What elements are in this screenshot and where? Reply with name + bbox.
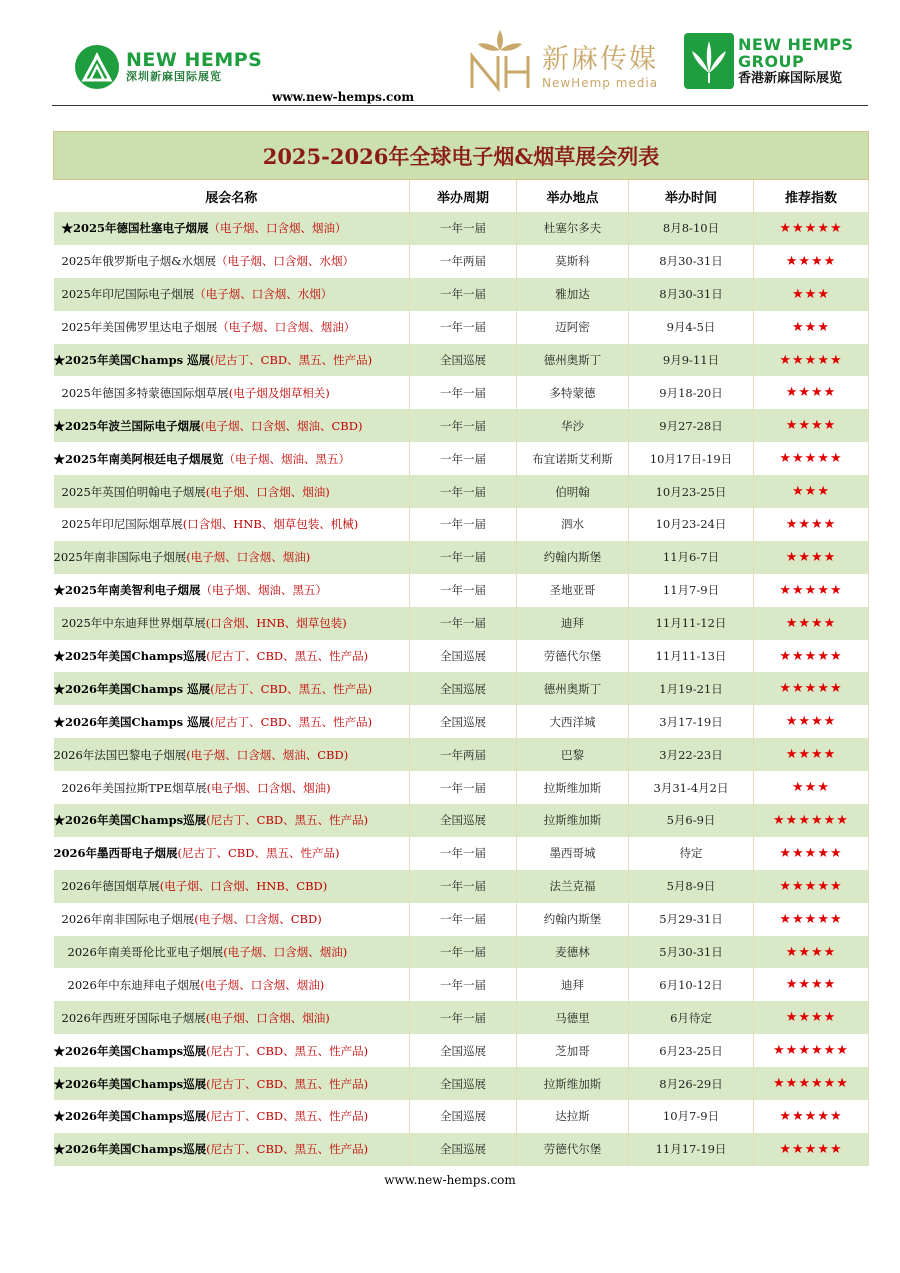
- exhibition-name-cell: [54, 245, 410, 278]
- time-cell: 3月22-23日: [629, 738, 754, 771]
- rating-cell: ★★★★: [754, 245, 869, 278]
- period-cell: 一年一届: [410, 1001, 517, 1034]
- exhibition-name-cell: [54, 705, 410, 738]
- rating-cell: ★★★: [754, 311, 869, 344]
- location-cell: 墨西哥城: [517, 837, 629, 870]
- location-cell: 拉斯维加斯: [517, 771, 629, 804]
- rating-cell: ★★★★★: [754, 574, 869, 607]
- table-row: [54, 1001, 869, 1034]
- exhibition-name: 2026年南美哥伦比亚电子烟展: [67, 945, 224, 960]
- location-cell: 伯明翰: [517, 475, 629, 508]
- nh-monogram-icon: [466, 26, 534, 92]
- time-cell: 3月31-4月2日: [629, 771, 754, 804]
- time-cell: 10月23-25日: [629, 475, 754, 508]
- rating-cell: ★★★★: [754, 1001, 869, 1034]
- rating-cell: ★★★★★: [754, 1100, 869, 1133]
- time-cell: 9月18-20日: [629, 376, 754, 409]
- table-row: [54, 278, 869, 311]
- exhibition-categories: （电子烟、口含烟、烟油）: [208, 221, 347, 236]
- time-cell: 8月26-29日: [629, 1067, 754, 1100]
- exhibition-name: ★2026年美国Champs巡展: [53, 1076, 207, 1091]
- table-row: [54, 804, 869, 837]
- table-row: [54, 574, 869, 607]
- rating-cell: ★★★★: [754, 409, 869, 442]
- location-cell: 雅加达: [517, 278, 629, 311]
- table-title: 2025-2026年全球电子烟&烟草展会列表: [54, 132, 869, 180]
- time-cell: 8月30-31日: [629, 245, 754, 278]
- exhibition-categories: （电子烟、口含烟、水烟）: [216, 254, 355, 269]
- table-row: [54, 212, 869, 245]
- exhibition-name-cell: [54, 640, 410, 673]
- exhibition-name: 2026年西班牙国际电子烟展: [61, 1010, 206, 1025]
- cannabis-leaf-icon: [684, 33, 734, 89]
- period-cell: 一年一届: [410, 508, 517, 541]
- location-cell: 迈阿密: [517, 311, 629, 344]
- table-row: [54, 968, 869, 1001]
- exhibition-name: ★2025年美国Champs 巡展: [53, 353, 211, 367]
- rating-cell: ★★★★★: [754, 870, 869, 903]
- period-cell: 全国巡展: [410, 1067, 517, 1100]
- exhibition-name: 2025年南非国际电子烟展: [53, 550, 187, 565]
- exhibition-name: ★2026年美国Champs 巡展: [53, 681, 211, 696]
- table-row: [54, 508, 869, 541]
- period-cell: 一年一届: [410, 837, 517, 870]
- time-cell: 10月23-24日: [629, 508, 754, 541]
- table-title-row: [54, 132, 869, 180]
- table-row: [54, 245, 869, 278]
- table-row: [54, 738, 869, 771]
- table-row: [54, 903, 869, 936]
- exhibition-categories: (电子烟、口含烟、烟油、CBD): [186, 747, 349, 762]
- exhibition-categories: (电子烟及烟草相关): [228, 385, 330, 400]
- location-cell: 华沙: [517, 409, 629, 442]
- exhibition-name-cell: [54, 837, 410, 870]
- exhibition-categories: (尼古丁、CBD、黑五、性产品): [206, 1043, 369, 1058]
- exhibition-name: 2025年印尼国际电子烟展: [61, 287, 195, 302]
- location-cell: 德州奥斯丁: [517, 344, 629, 377]
- rating-cell: ★★★★: [754, 541, 869, 574]
- period-cell: 一年一届: [410, 442, 517, 475]
- exhibition-categories: （电子烟、烟油、黑五）: [200, 583, 328, 598]
- table-row: [54, 1034, 869, 1067]
- table-row: [54, 311, 869, 344]
- location-cell: 布宜诺斯艾利斯: [517, 442, 629, 475]
- period-cell: 全国巡展: [410, 672, 517, 705]
- table-row: [54, 640, 869, 673]
- table-row: [54, 936, 869, 969]
- exhibition-name-cell: [54, 1133, 410, 1166]
- column-header-location: 举办地点: [517, 180, 629, 213]
- period-cell: 全国巡展: [410, 1100, 517, 1133]
- period-cell: 一年一届: [410, 475, 517, 508]
- exhibition-categories: (电子烟、口含烟、烟油): [200, 977, 325, 992]
- left-logo-en: NEW HEMPS: [126, 49, 263, 71]
- footer-url: www.new-hemps.com: [384, 1173, 516, 1187]
- exhibition-name: ★2026年美国Champs巡展: [53, 1043, 207, 1058]
- mid-logo-cn: 新麻传媒: [542, 44, 658, 75]
- exhibition-categories: (口含烟、HNB、烟草包装): [205, 616, 347, 631]
- rating-cell: ★★★★★: [754, 837, 869, 870]
- time-cell: 11月6-7日: [629, 541, 754, 574]
- exhibition-name-cell: [54, 541, 410, 574]
- exhibition-name-cell: [54, 936, 410, 969]
- location-cell: 巴黎: [517, 738, 629, 771]
- exhibition-table-container: [53, 131, 868, 1166]
- exhibition-name-cell: [54, 738, 410, 771]
- rating-cell: ★★★★★: [754, 442, 869, 475]
- time-cell: 11月11-13日: [629, 640, 754, 673]
- time-cell: 11月7-9日: [629, 574, 754, 607]
- exhibition-name: 2025年中东迪拜世界烟草展: [61, 616, 206, 631]
- period-cell: 全国巡展: [410, 640, 517, 673]
- period-cell: 一年两届: [410, 738, 517, 771]
- exhibition-name-cell: [54, 475, 410, 508]
- rating-cell: ★★★★★: [754, 212, 869, 245]
- exhibition-name-cell: [54, 409, 410, 442]
- location-cell: 麦德林: [517, 936, 629, 969]
- exhibition-categories: (电子烟、口含烟、CBD): [194, 912, 322, 927]
- time-cell: 10月7-9日: [629, 1100, 754, 1133]
- period-cell: 一年一届: [410, 903, 517, 936]
- location-cell: 劳德代尔堡: [517, 1133, 629, 1166]
- location-cell: 迪拜: [517, 968, 629, 1001]
- period-cell: 一年一届: [410, 968, 517, 1001]
- time-cell: 8月8-10日: [629, 212, 754, 245]
- header-url: www.new-hemps.com: [272, 90, 415, 104]
- time-cell: 5月6-9日: [629, 804, 754, 837]
- exhibition-name-cell: [54, 672, 410, 705]
- rating-cell: ★★★★★: [754, 344, 869, 377]
- column-header-time: 举办时间: [629, 180, 754, 213]
- time-cell: 11月17-19日: [629, 1133, 754, 1166]
- header-divider: [52, 105, 868, 106]
- exhibition-categories: (尼古丁、CBD、黑五、性产品): [206, 649, 369, 664]
- right-logo-en2: GROUP: [738, 51, 805, 71]
- period-cell: 一年一届: [410, 311, 517, 344]
- table-row: [54, 442, 869, 475]
- rating-cell: ★★★★★★: [754, 804, 869, 837]
- period-cell: 一年一届: [410, 771, 517, 804]
- exhibition-categories: (电子烟、口含烟、烟油): [186, 550, 311, 565]
- table-row: [54, 672, 869, 705]
- exhibition-name-cell: [54, 1100, 410, 1133]
- exhibition-categories: （电子烟、口含烟、烟油）: [217, 320, 356, 335]
- time-cell: 5月8-9日: [629, 870, 754, 903]
- rating-cell: ★★★★★: [754, 640, 869, 673]
- period-cell: 一年一届: [410, 212, 517, 245]
- exhibition-categories: (尼古丁、CBD、黑五、性产品): [210, 714, 373, 729]
- exhibition-categories: (电子烟、口含烟、烟油): [206, 780, 331, 795]
- exhibition-name-cell: [54, 1001, 410, 1034]
- time-cell: 9月4-5日: [629, 311, 754, 344]
- period-cell: 一年一届: [410, 541, 517, 574]
- location-cell: 多特蒙德: [517, 376, 629, 409]
- page-header: [0, 0, 900, 110]
- exhibition-name: ★2025年美国Champs巡展: [53, 649, 207, 664]
- table-row: [54, 607, 869, 640]
- time-cell: 3月17-19日: [629, 705, 754, 738]
- exhibition-name-cell: [54, 344, 410, 377]
- rating-cell: ★★★★: [754, 705, 869, 738]
- location-cell: 迪拜: [517, 607, 629, 640]
- exhibition-name-cell: [54, 1034, 410, 1067]
- table-row: [54, 541, 869, 574]
- table-row: [54, 1100, 869, 1133]
- period-cell: 一年一届: [410, 607, 517, 640]
- exhibition-name-cell: [54, 771, 410, 804]
- new-hemps-group-logo: [684, 33, 854, 89]
- left-logo-cn: 深圳新麻国际展览: [126, 70, 222, 83]
- exhibition-name: 2025年德国多特蒙德国际烟草展: [61, 385, 229, 400]
- column-header-period: 举办周期: [410, 180, 517, 213]
- exhibition-name: 2026年墨西哥电子烟展: [53, 846, 178, 861]
- mid-logo-en: NewHemp media: [542, 76, 659, 90]
- table-header-row: [54, 180, 869, 213]
- exhibition-categories: (尼古丁、CBD、黑五、性产品): [206, 1076, 369, 1091]
- time-cell: 5月30-31日: [629, 936, 754, 969]
- location-cell: 莫斯科: [517, 245, 629, 278]
- exhibition-table: [53, 131, 869, 1166]
- period-cell: 一年一届: [410, 278, 517, 311]
- hemp-leaf-icon: [74, 44, 120, 90]
- period-cell: 一年一届: [410, 376, 517, 409]
- exhibition-name-cell: [54, 1067, 410, 1100]
- location-cell: 马德里: [517, 1001, 629, 1034]
- exhibition-name: 2026年法国巴黎电子烟展: [53, 747, 187, 762]
- time-cell: 6月待定: [629, 1001, 754, 1034]
- exhibition-categories: (电子烟、口含烟、烟油): [223, 945, 348, 960]
- exhibition-name-cell: [54, 311, 410, 344]
- period-cell: 一年一届: [410, 574, 517, 607]
- exhibition-categories: (尼古丁、CBD、黑五、性产品): [210, 681, 373, 696]
- time-cell: 5月29-31日: [629, 903, 754, 936]
- location-cell: 芝加哥: [517, 1034, 629, 1067]
- exhibition-name: ★2026年美国Champs 巡展: [53, 714, 211, 729]
- exhibition-name-cell: [54, 278, 410, 311]
- time-cell: 待定: [629, 837, 754, 870]
- exhibition-name: 2026年美国拉斯TPE烟草展: [61, 780, 207, 795]
- location-cell: 约翰内斯堡: [517, 541, 629, 574]
- rating-cell: ★★★: [754, 278, 869, 311]
- table-row: [54, 705, 869, 738]
- rating-cell: ★★★★★: [754, 1133, 869, 1166]
- period-cell: 全国巡展: [410, 1034, 517, 1067]
- rating-cell: ★★★★: [754, 508, 869, 541]
- rating-cell: ★★★: [754, 771, 869, 804]
- exhibition-name: 2025年英国伯明翰电子烟展: [61, 484, 206, 499]
- exhibition-name: 2026年南非国际电子烟展: [61, 912, 195, 927]
- exhibition-name: ★2025年波兰国际电子烟展: [53, 418, 201, 433]
- table-row: [54, 837, 869, 870]
- period-cell: 一年一届: [410, 409, 517, 442]
- location-cell: 法兰克福: [517, 870, 629, 903]
- period-cell: 全国巡展: [410, 1133, 517, 1166]
- exhibition-name-cell: [54, 804, 410, 837]
- exhibition-name-cell: [54, 442, 410, 475]
- location-cell: 杜塞尔多夫: [517, 212, 629, 245]
- time-cell: 9月27-28日: [629, 409, 754, 442]
- location-cell: 大西洋城: [517, 705, 629, 738]
- rating-cell: ★★★★: [754, 376, 869, 409]
- exhibition-name: ★2025年南美阿根廷电子烟展览: [53, 451, 224, 466]
- time-cell: 8月30-31日: [629, 278, 754, 311]
- exhibition-name-cell: [54, 574, 410, 607]
- right-logo-en1: NEW HEMPS: [738, 34, 854, 54]
- location-cell: 德州奥斯丁: [517, 672, 629, 705]
- exhibition-categories: (尼古丁、CBD、黑五、性产品): [206, 1109, 369, 1124]
- period-cell: 一年一届: [410, 870, 517, 903]
- exhibition-categories: (尼古丁、CBD、黑五、性产品): [206, 813, 369, 828]
- table-row: [54, 409, 869, 442]
- period-cell: 一年一届: [410, 936, 517, 969]
- location-cell: 拉斯维加斯: [517, 804, 629, 837]
- time-cell: 9月9-11日: [629, 344, 754, 377]
- exhibition-categories: (尼古丁、CBD、黑五、性产品): [210, 353, 373, 367]
- location-cell: 圣地亚哥: [517, 574, 629, 607]
- rating-cell: ★★★★★: [754, 903, 869, 936]
- rating-cell: ★★★★: [754, 968, 869, 1001]
- table-row: [54, 1133, 869, 1166]
- exhibition-name-cell: [54, 508, 410, 541]
- exhibition-name: 2026年中东迪拜电子烟展: [67, 977, 201, 992]
- exhibition-name: 2025年俄罗斯电子烟&水烟展: [61, 254, 217, 269]
- exhibition-categories: (电子烟、口含烟、烟油、CBD): [200, 418, 363, 433]
- exhibition-categories: （电子烟、烟油、黑五）: [223, 451, 351, 466]
- exhibition-name: ★2026年美国Champs巡展: [53, 1109, 207, 1124]
- period-cell: 一年两届: [410, 245, 517, 278]
- exhibition-name-cell: [54, 212, 410, 245]
- exhibition-categories: (电子烟、口含烟、烟油): [205, 484, 330, 499]
- time-cell: 10月17日-19日: [629, 442, 754, 475]
- rating-cell: ★★★★: [754, 738, 869, 771]
- exhibition-name-cell: [54, 870, 410, 903]
- time-cell: 11月11-12日: [629, 607, 754, 640]
- table-row: [54, 870, 869, 903]
- rating-cell: ★★★★★★: [754, 1067, 869, 1100]
- exhibition-name-cell: [54, 968, 410, 1001]
- location-cell: 约翰内斯堡: [517, 903, 629, 936]
- exhibition-name: ★2025年德国杜塞电子烟展: [61, 221, 209, 236]
- rating-cell: ★★★★★★: [754, 1034, 869, 1067]
- exhibition-name: 2025年美国佛罗里达电子烟展: [61, 320, 218, 335]
- exhibition-categories: (尼古丁、CBD、黑五、性产品): [177, 846, 340, 861]
- exhibition-name-cell: [54, 376, 410, 409]
- time-cell: 6月23-25日: [629, 1034, 754, 1067]
- exhibition-name: ★2026年美国Champs巡展: [53, 813, 207, 828]
- time-cell: 1月19-21日: [629, 672, 754, 705]
- exhibition-name: ★2025年南美智利电子烟展: [53, 583, 201, 598]
- exhibition-name: 2026年德国烟草展: [61, 879, 160, 894]
- exhibition-categories: (尼古丁、CBD、黑五、性产品): [206, 1142, 369, 1157]
- exhibition-categories: (口含烟、HNB、烟草包装、机械): [182, 517, 359, 532]
- table-row: [54, 344, 869, 377]
- table-row: [54, 1067, 869, 1100]
- period-cell: 全国巡展: [410, 804, 517, 837]
- exhibition-categories: (电子烟、口含烟、HNB、CBD): [159, 879, 328, 894]
- rating-cell: ★★★★: [754, 936, 869, 969]
- rating-cell: ★★★★: [754, 607, 869, 640]
- rating-cell: ★★★: [754, 475, 869, 508]
- exhibition-categories: (电子烟、口含烟、烟油): [205, 1010, 330, 1025]
- exhibition-name: ★2026年美国Champs巡展: [53, 1142, 207, 1157]
- location-cell: 劳德代尔堡: [517, 640, 629, 673]
- rating-cell: ★★★★★: [754, 672, 869, 705]
- right-logo-cn: 香港新麻国际展览: [738, 70, 843, 86]
- exhibition-name: 2025年印尼国际烟草展: [61, 517, 183, 532]
- column-header-name: 展会名称: [54, 180, 410, 213]
- time-cell: 6月10-12日: [629, 968, 754, 1001]
- period-cell: 全国巡展: [410, 705, 517, 738]
- column-header-rating: 推荐指数: [754, 180, 869, 213]
- location-cell: 泗水: [517, 508, 629, 541]
- location-cell: 拉斯维加斯: [517, 1067, 629, 1100]
- table-row: [54, 771, 869, 804]
- newhemp-media-logo: [466, 26, 658, 92]
- exhibition-categories: （电子烟、口含烟、水烟）: [194, 287, 333, 302]
- location-cell: 达拉斯: [517, 1100, 629, 1133]
- exhibition-name-cell: [54, 903, 410, 936]
- period-cell: 全国巡展: [410, 344, 517, 377]
- new-hemps-logo: [74, 44, 262, 90]
- exhibition-name-cell: [54, 607, 410, 640]
- table-row: [54, 475, 869, 508]
- table-row: [54, 376, 869, 409]
